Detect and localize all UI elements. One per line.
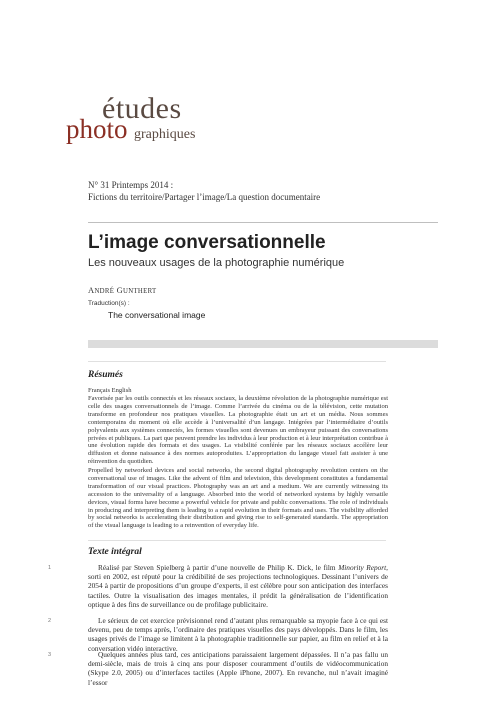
translation-label: Traduction(s) : — [88, 300, 130, 307]
film-title: Minority Report — [338, 563, 387, 572]
article-subtitle: Les nouveaux usages de la photographie numérique — [88, 257, 345, 269]
abstract-french: Favorisée par les outils connectés et les réseaux sociaux, la deuxième révolution de la photographie numérique est celle des usages conversationnels de l’image. Comme l’arrivée du cinéma ou de la télévision, cette mutation transforme en profondeur nos pratiques visuelles. La photographie était un art et un média. Nous sommes contemporains du moment où elle accède à l’universalité d’un langage. Intégrées par l’intermédiaire d’outils polyvalents aux systèmes connectés, les formes visuelles sont devenues un embrayeur puissant des conversations privées et publiques. La part que peuvent prendre les individus à leur production et à leur interprétation contribue à une évolution rapide des formats et des usages. La visibilité conférée par les réseaux sociaux accélère leur diffusion et donne naissance à des normes autoproduites. L’appropriation du langage visuel fait assister à une réinvention du quotidien. — [88, 395, 388, 466]
paragraph-number[interactable]: 1 — [48, 565, 52, 571]
issue-number-link[interactable]: N° 31 Printemps 2014 : — [88, 180, 174, 190]
translation-link[interactable]: The conversational image — [108, 310, 206, 320]
texte-heading: Texte intégral — [88, 547, 142, 557]
section-divider — [88, 361, 386, 362]
paragraph-2: Le sérieux de cet exercice prévisionnel rend d’autant plus remarquable sa myopie face à ce qui est devenu, peu de temps après, l’ordinaire des pratiques visuelles des pays développés. Dans le film, les usages privés de l’image se limitent à la photographie traditionnelle sur papier, au film en relief et à la conversation vidéo interactive. — [88, 616, 388, 653]
author-last-rest: UNTHERT — [123, 288, 157, 295]
author-last-initial: G — [116, 285, 124, 295]
texte-divider — [88, 540, 386, 541]
abstract-english: Propelled by networked devices and social networks, the second digital photography revolution centers on the conversational use of images. Like the advent of film and television, this development constitutes a fundamental transformation of our visual practices. Photography was an art and a medium. We are currently witnessing its accession to the universality of a language. Absorbed into the world of networked systems by highly versatile devices, visual forms have become a powerful vehicle for private and public conversations. The role of individuals in producing and interpreting them is leading to a rapid evolution in their formats and uses. The visibility afforded by social networks is accelerating their distribution and giving rise to self-generated standards. The appropriation of the visual language is leading to a reinvention of everyday life. — [88, 467, 388, 530]
logo-etudes-text: études — [102, 92, 182, 125]
paragraph-1-start: Réalisé par Steven Spielberg à partir d’une nouvelle de Philip K. Dick, le film — [98, 563, 339, 572]
resumes-heading: Résumés — [88, 370, 123, 380]
issue-info — [88, 179, 320, 203]
paragraph-1 — [88, 563, 388, 609]
journal-logo[interactable] — [66, 86, 206, 146]
logo-photo-text: photo — [66, 114, 128, 144]
issue-theme: Fictions du territoire/Partager l’image/La question documentaire — [88, 192, 321, 202]
author-first-rest: NDRÉ — [94, 288, 115, 295]
logo-graphiques-text: graphiques — [134, 127, 196, 142]
paragraph-3: Quelques années plus tard, ces anticipations paraissaient largement dépassées. Il n’a pas fallu un demi-siècle, mais de trois à cinq ans pour disposer couramment d’outils de vidéocommunication (Skype 2.0, 2005) ou d’interfaces tactiles (Apple iPhone, 2007). En revanche, nul n’avait imaginé l’essor — [88, 650, 388, 687]
paragraph-1-end: , sorti en 2002, est réputé pour la crédibilité de ses projections technologiques. Dessinant l’univers de 2054 à partir de propositions d’un groupe d’experts, il est célèbre pour son anticipation des interfaces tactiles. Outre la visualisation des images mentales, il prédit la généralisation de l’identification optique à des fins de surveillance ou de profilage publicitaire. — [88, 563, 388, 609]
language-links[interactable]: Français English — [88, 387, 132, 394]
header-divider — [88, 222, 438, 223]
article-title: L’image conversationnelle — [88, 232, 326, 253]
section-bar — [88, 340, 438, 348]
author-link[interactable] — [88, 285, 156, 295]
author-initial: A — [88, 285, 95, 295]
paragraph-number[interactable]: 3 — [48, 652, 52, 658]
paragraph-number[interactable]: 2 — [48, 618, 52, 624]
